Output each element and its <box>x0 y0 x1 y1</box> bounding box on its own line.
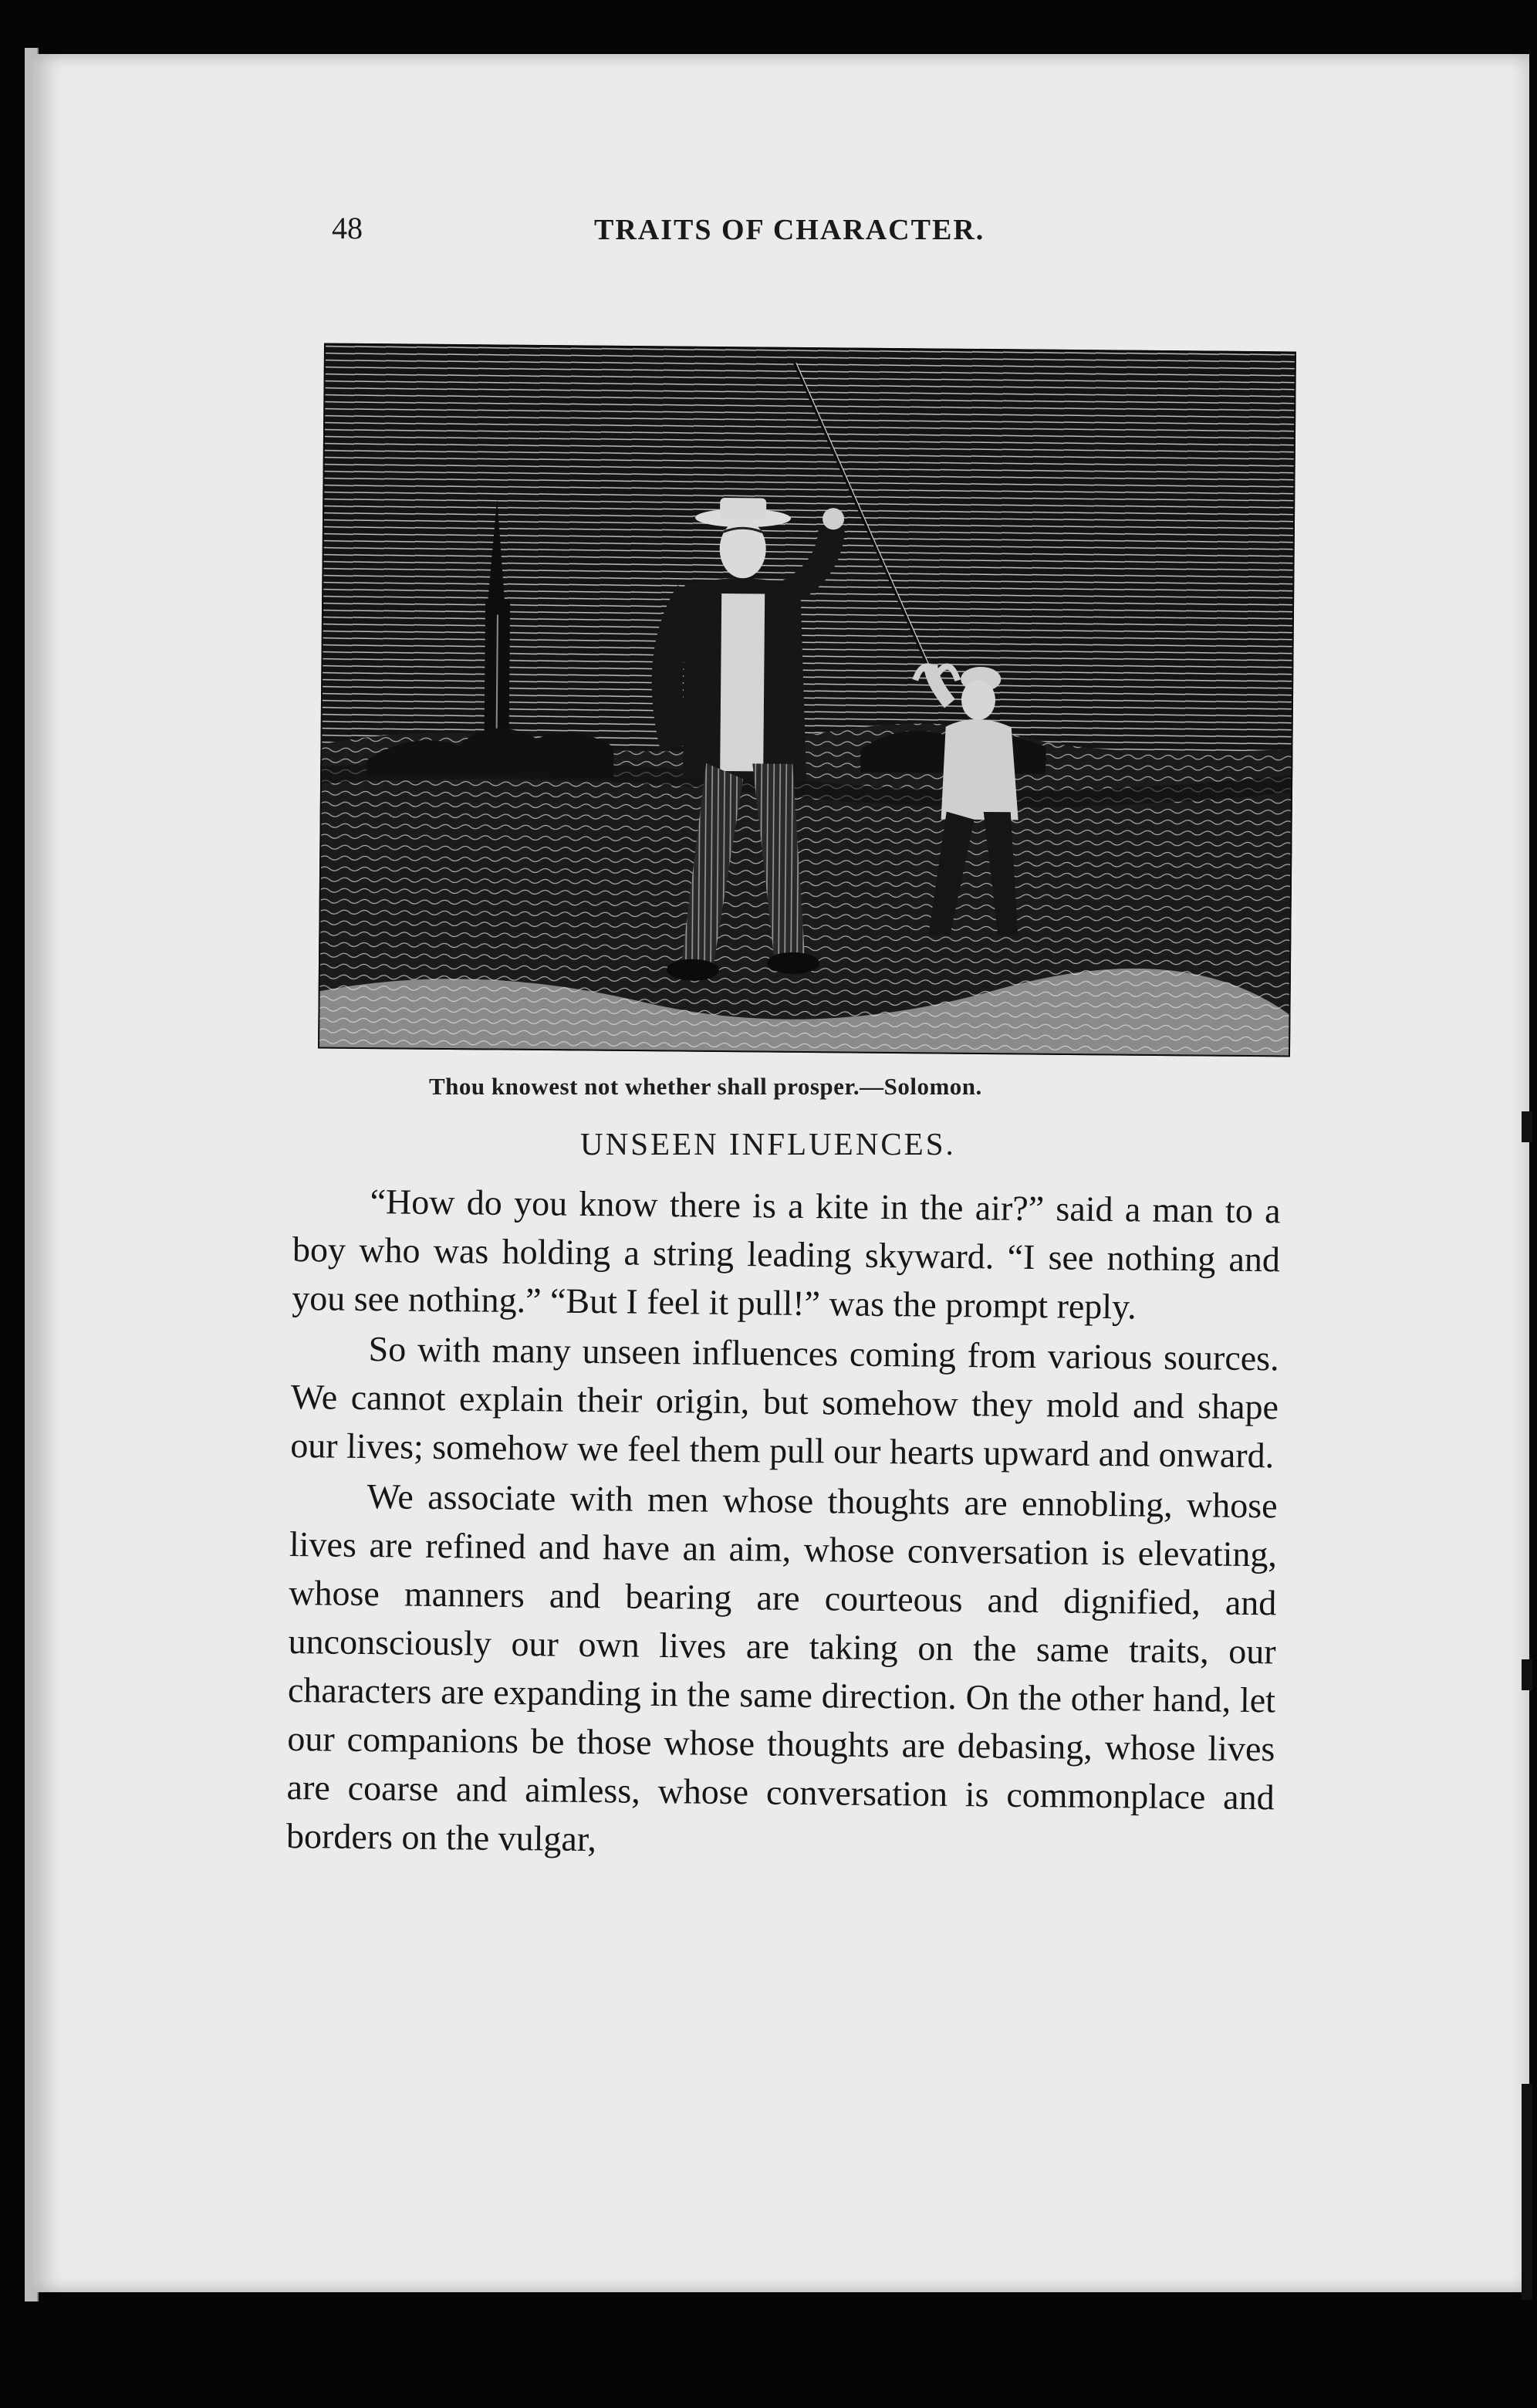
paragraph-kite-dialogue: “How do you know there is a kite in the air?” said a man to a boy who was holding a string leading skyward. “I see nothing and you see nothing.” “But I feel it pull!” was the prompt reply. <box>292 1182 1281 1327</box>
page-number: 48 <box>332 211 363 245</box>
illustration-caption: Thou knowest not whether shall prosper.—Solomon. <box>429 1073 982 1100</box>
running-head: TRAITS OF CHARACTER. <box>594 214 985 246</box>
binding-mark-middle <box>1522 1659 1532 1690</box>
binding-mark-lower <box>1522 2084 1532 2300</box>
article-title: UNSEEN INFLUENCES. <box>580 1126 956 1162</box>
page-header <box>309 210 1296 256</box>
kite-engraving-illustration <box>318 343 1296 1057</box>
paragraph-unseen-influences: So with many unseen influences coming from various sources. We cannot explain their origin, but somehow they mold and shape our lives; somehow we feel them pull our hearts upward and onward. <box>290 1329 1279 1476</box>
binding-mark-upper <box>1522 1111 1532 1142</box>
paragraph-companions: We associate with men whose thoughts are ennobling, whose lives are refined and have an aim, whose conversation is elevating, whose manners and bearing are courteous and dignified, and unconsciously our own lives are taking on the same traits, our characters are expanding in the same direction. On the other hand, let our companions be those whose thoughts are debasing, whose lives are coarse and aimless, whose conversation is commonplace and borders on the vulgar, <box>285 1476 1278 1859</box>
article-body <box>286 1176 1281 1870</box>
